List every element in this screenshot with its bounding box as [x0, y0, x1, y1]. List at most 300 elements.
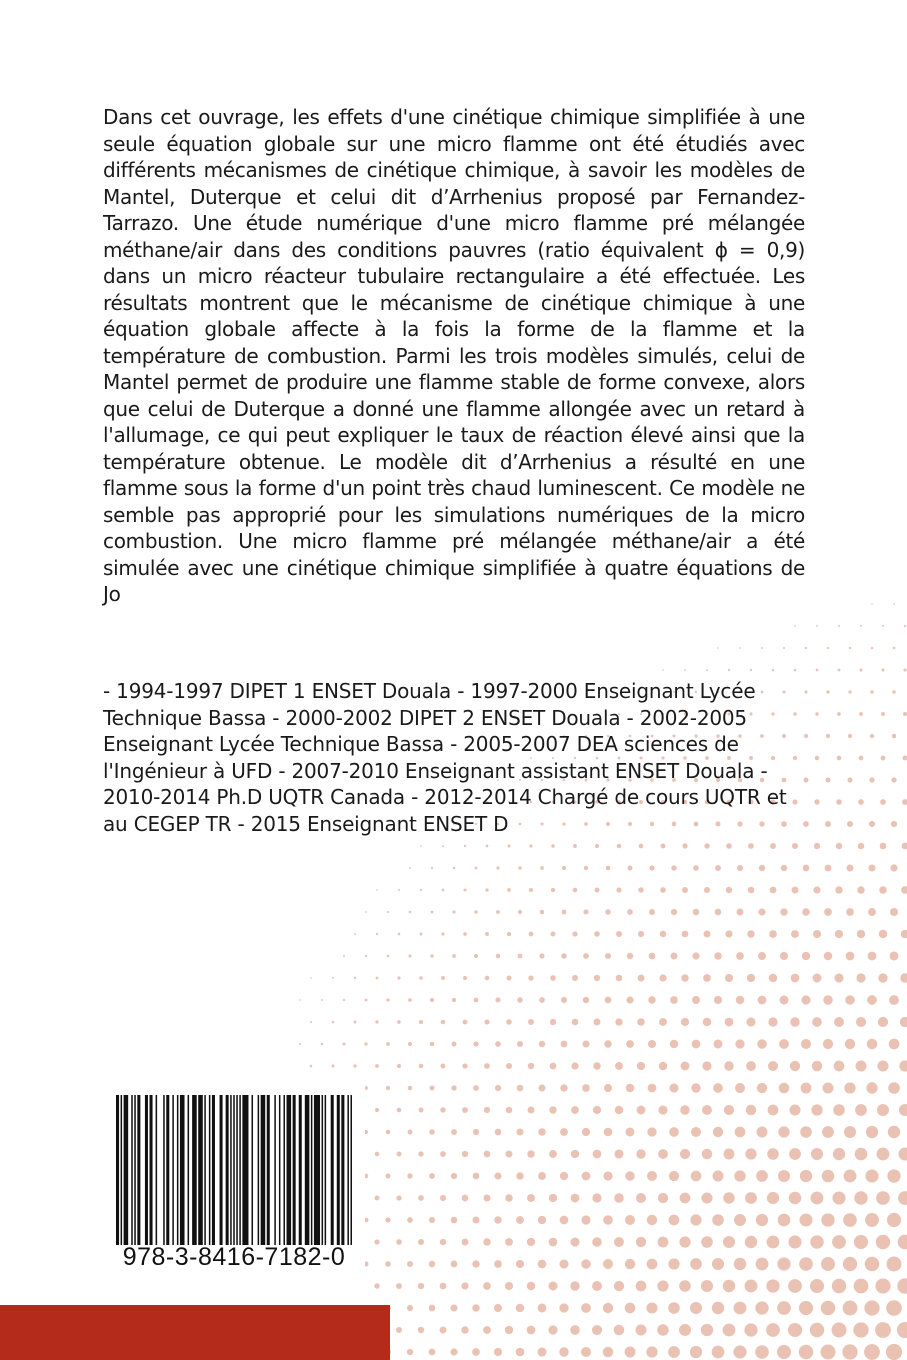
pattern-dot [849, 647, 851, 649]
pattern-dot [887, 1213, 901, 1227]
pattern-dot [592, 1237, 602, 1247]
pattern-dot [805, 647, 807, 649]
pattern-dot [431, 911, 434, 914]
pattern-dot [517, 1085, 524, 1092]
pattern-dot [507, 976, 512, 981]
pattern-dot [758, 952, 766, 960]
pattern-dot [834, 973, 843, 982]
pattern-dot [878, 1017, 888, 1027]
pattern-dot [638, 887, 643, 892]
pattern-dot [529, 932, 534, 937]
pattern-dot [440, 1327, 447, 1334]
pattern-dot [614, 1281, 624, 1291]
pattern-dot [681, 1062, 690, 1071]
pattern-dot [418, 1195, 424, 1201]
pattern-dot [538, 1216, 546, 1224]
pattern-dot [803, 821, 809, 827]
barcode-bar [212, 1095, 215, 1245]
pattern-dot [560, 1084, 567, 1091]
pattern-dot [387, 955, 390, 958]
pattern-dot [429, 1129, 434, 1134]
pattern-dot [583, 953, 589, 959]
barcode-bar [314, 1095, 320, 1245]
pattern-dot [842, 1344, 857, 1359]
pattern-dot [877, 1060, 888, 1071]
pattern-dot [616, 931, 622, 937]
pattern-dot [780, 908, 787, 915]
pattern-dot [886, 1344, 902, 1360]
pattern-dot [801, 995, 810, 1004]
pattern-dot [452, 910, 455, 913]
pattern-dot [581, 1303, 591, 1313]
pattern-dot [723, 1280, 735, 1292]
pattern-dot [516, 1304, 524, 1312]
pattern-dot [814, 799, 819, 804]
pattern-dot [745, 1280, 758, 1293]
pattern-dot [714, 996, 722, 1004]
pattern-dot [637, 1062, 645, 1070]
pattern-dot [750, 669, 752, 671]
pattern-dot [875, 1322, 891, 1338]
pattern-dot [473, 1173, 480, 1180]
pattern-dot [505, 1238, 513, 1246]
pattern-dot [595, 888, 600, 893]
pattern-dot [386, 1130, 391, 1135]
pattern-dot [692, 1040, 701, 1049]
pattern-dot [799, 1301, 813, 1315]
pattern-dot [756, 1214, 768, 1226]
pattern-dot [343, 955, 345, 957]
pattern-dot [494, 1304, 502, 1312]
pattern-dot [495, 997, 500, 1002]
pattern-dot [571, 1106, 579, 1114]
author-biography: - 1994-1997 DIPET 1 ENSET Douala - 1997-2000 Enseignant Lycée Technique Bassa - 2000-2002 DIPET 2 ENSET Douala - 2002-2005 Enseignant Lycée Technique Bassa - 2005-2007 DEA sciences de l'Ingénieur à UFD - 2007-2010 Enseignant assistant ENSET Douala - 2010-2014 Ph.D UQTR Canada - 2012-2014 Chargé de cours UQTR et au CEGEP TR - 2015 Enseignant ENSET D [103, 679, 787, 836]
pattern-dot [551, 844, 555, 848]
pattern-dot [791, 974, 800, 983]
pattern-dot [453, 867, 456, 870]
pattern-dot [876, 1191, 890, 1205]
pattern-dot [889, 995, 899, 1005]
pattern-dot [868, 952, 877, 961]
pattern-dot [440, 1195, 446, 1201]
pattern-dot [904, 625, 906, 627]
pattern-dot [854, 1235, 868, 1249]
barcode-bar [145, 1095, 148, 1245]
pattern-dot [680, 1193, 691, 1204]
pattern-dot [430, 954, 433, 957]
pattern-dot [747, 930, 754, 937]
pattern-dot [789, 1192, 802, 1205]
pattern-dot [690, 1258, 702, 1270]
pattern-dot [886, 1300, 902, 1316]
pattern-dot [343, 1043, 346, 1046]
pattern-dot [794, 625, 796, 627]
pattern-dot [540, 866, 544, 870]
pattern-dot [483, 1238, 490, 1245]
pattern-dot [516, 1216, 524, 1224]
pattern-dot [397, 976, 400, 979]
pattern-dot [604, 1128, 613, 1137]
barcode-bar [188, 1095, 190, 1245]
pattern-dot [495, 1129, 502, 1136]
pattern-dot [408, 1042, 412, 1046]
pattern-dot [899, 1104, 907, 1116]
pattern-dot [832, 1235, 846, 1249]
pattern-dot [583, 909, 588, 914]
pattern-dot [867, 1039, 878, 1050]
barcode-bar [209, 1095, 211, 1245]
pattern-dot [865, 1257, 880, 1272]
pattern-dot [898, 1235, 907, 1250]
pattern-dot [407, 1173, 412, 1178]
pattern-dot [815, 756, 820, 761]
pattern-dot [853, 1322, 868, 1337]
pattern-dot [871, 603, 873, 605]
pattern-dot [825, 821, 831, 827]
barcode-bar [198, 1095, 203, 1245]
pattern-dot [484, 1019, 489, 1024]
pattern-dot [801, 1039, 811, 1049]
pattern-dot [816, 625, 818, 627]
pattern-dot [516, 1128, 523, 1135]
pattern-dot [804, 690, 807, 693]
pattern-dot [888, 1126, 900, 1138]
pattern-dot [669, 1127, 679, 1137]
pattern-dot [635, 1324, 646, 1335]
pattern-dot [452, 954, 456, 958]
pattern-dot [701, 1324, 713, 1336]
pattern-dot [637, 1106, 646, 1115]
pattern-dot [549, 1150, 557, 1158]
pattern-dot [734, 1302, 747, 1315]
isbn-number: 978-3-8416-7182-0 [122, 1243, 346, 1271]
pattern-dot [778, 1126, 789, 1137]
pattern-dot [767, 1148, 779, 1160]
pattern-dot [539, 1041, 545, 1047]
pattern-dot [616, 887, 621, 892]
pattern-dot [835, 930, 843, 938]
barcode-bar [230, 1095, 232, 1245]
pattern-dot [495, 1041, 501, 1047]
pattern-dot [865, 1169, 878, 1182]
pattern-dot [659, 1062, 668, 1071]
pattern-dot [735, 1127, 746, 1138]
pattern-dot [838, 669, 841, 672]
pattern-dot [670, 996, 678, 1004]
pattern-dot [670, 1040, 678, 1048]
pattern-dot [462, 1239, 469, 1246]
pattern-dot [702, 1105, 712, 1115]
pattern-dot [658, 1105, 667, 1114]
pattern-dot [890, 864, 897, 871]
pattern-dot [625, 1347, 636, 1358]
pattern-dot [877, 1148, 890, 1161]
pattern-dot [354, 977, 356, 979]
pattern-dot [822, 1170, 835, 1183]
pattern-dot [386, 1086, 390, 1090]
pattern-dot [581, 1215, 590, 1224]
pattern-dot [746, 1061, 756, 1071]
barcode-bar [180, 1095, 185, 1245]
pattern-dot [463, 1020, 468, 1025]
pattern-dot [559, 1347, 569, 1357]
pattern-dot [746, 1017, 755, 1026]
pattern-dot [485, 932, 489, 936]
pattern-dot [693, 865, 699, 871]
pattern-dot [717, 647, 719, 649]
pattern-dot [737, 909, 744, 916]
pattern-dot [375, 1108, 379, 1112]
pattern-dot [464, 845, 466, 847]
pattern-dot [878, 973, 887, 982]
pattern-dot [649, 865, 654, 870]
pattern-dot [473, 1085, 479, 1091]
pattern-dot [495, 1085, 501, 1091]
pattern-dot [397, 1064, 401, 1068]
pattern-dot [418, 1283, 424, 1289]
pattern-dot [736, 996, 745, 1005]
barcode-bar [233, 1095, 235, 1245]
pattern-dot [561, 997, 567, 1003]
pattern-dot [559, 1259, 568, 1268]
pattern-dot [516, 1260, 524, 1268]
pattern-dot [691, 1171, 702, 1182]
pattern-dot [527, 1106, 534, 1113]
pattern-dot [723, 1236, 735, 1248]
pattern-dot [483, 1282, 491, 1290]
pattern-dot [868, 908, 876, 916]
pattern-dot [451, 1173, 457, 1179]
pattern-dot [903, 756, 907, 761]
pattern-dot [474, 954, 478, 958]
pattern-dot [647, 1127, 656, 1136]
pattern-dot [310, 1065, 313, 1068]
pattern-dot [419, 1064, 424, 1069]
pattern-dot [505, 1326, 513, 1334]
pattern-dot [812, 1061, 823, 1072]
barcode-bar [261, 1095, 266, 1245]
pattern-dot [833, 1104, 845, 1116]
pattern-dot [398, 933, 401, 936]
pattern-dot [407, 1129, 412, 1134]
pattern-dot [386, 998, 389, 1001]
pattern-dot [744, 1323, 757, 1336]
pattern-dot [396, 1239, 402, 1245]
pattern-dot [758, 908, 765, 915]
pattern-dot [736, 952, 744, 960]
pattern-dot [614, 1149, 623, 1158]
pattern-dot [792, 843, 798, 849]
pattern-dot [891, 777, 896, 782]
pattern-dot [463, 976, 467, 980]
pattern-dot [813, 886, 820, 893]
pattern-dot [559, 1303, 568, 1312]
pattern-dot [538, 1172, 546, 1180]
pattern-dot [692, 952, 699, 959]
pattern-dot [893, 647, 896, 650]
pattern-dot [870, 734, 874, 738]
pattern-dot [527, 1282, 536, 1291]
pattern-dot [527, 1194, 535, 1202]
pattern-dot [418, 1239, 424, 1245]
pattern-dot [810, 1235, 823, 1248]
pattern-dot [647, 1171, 657, 1181]
pattern-dot [529, 844, 532, 847]
pattern-dot [756, 1126, 767, 1137]
pattern-dot [429, 1173, 435, 1179]
pattern-dot [854, 1279, 869, 1294]
pattern-dot [638, 975, 645, 982]
pattern-dot [496, 954, 500, 958]
pattern-dot [746, 1105, 757, 1116]
pattern-dot [625, 1215, 635, 1225]
pattern-dot [766, 1323, 780, 1337]
pattern-dot [900, 973, 907, 982]
pattern-dot [814, 843, 820, 849]
pattern-dot [712, 1214, 724, 1226]
pattern-dot [712, 1346, 725, 1359]
pattern-dot [825, 777, 830, 782]
pattern-dot [442, 845, 444, 847]
pattern-dot [484, 1063, 490, 1069]
pattern-dot [691, 1083, 700, 1092]
pattern-dot [747, 974, 755, 982]
pattern-dot [810, 1279, 824, 1293]
pattern-dot [659, 1018, 667, 1026]
pattern-dot [865, 1213, 879, 1227]
pattern-dot [715, 909, 722, 916]
pattern-dot [551, 888, 555, 892]
barcode-bar [347, 1095, 349, 1245]
pattern-dot [614, 1193, 624, 1203]
barcode-bar [252, 1095, 254, 1245]
pattern-dot [855, 1104, 867, 1116]
pattern-dot [745, 1236, 757, 1248]
pattern-dot [604, 1084, 612, 1092]
pattern-dot [844, 1170, 857, 1183]
pattern-dot [902, 799, 907, 805]
pattern-dot [837, 756, 842, 761]
pattern-dot [550, 975, 556, 981]
barcode-bar [350, 1095, 352, 1245]
pattern-dot [518, 954, 523, 959]
pattern-dot [483, 1326, 491, 1334]
pattern-dot [617, 844, 621, 848]
pattern-dot [790, 1061, 800, 1071]
barcode-bar [331, 1095, 334, 1245]
pattern-dot [821, 1257, 835, 1271]
pattern-dot [704, 931, 711, 938]
pattern-dot [901, 930, 907, 939]
pattern-dot [897, 1322, 907, 1338]
pattern-dot [833, 1148, 845, 1160]
pattern-dot [484, 1107, 490, 1113]
barcode-bar [166, 1095, 169, 1245]
pattern-dot [739, 647, 741, 649]
abstract-text: Dans cet ouvrage, les effets d'une cinétique chimique simplifiée à une seule équation globale sur une micro flamme ont été étudiés avec différents mécanismes de cinétique chimique, à savoir les modèles de Mantel, Duterque et celui dit d’Arrhenius proposé par Fernandez-Tarrazo. Une étude numérique d'une micro flamme pré mélangée méthane/air dans des conditions pauvres (ratio équivalent ϕ = 0,9) dans un micro réacteur tubulaire rectangulaire a été effectuée. Les résultats montrent que le mécanisme de cinétique chimique à une équation globale affecte à la fois la forme de la flamme et la température de combustion. Parmi les trois modèles simulés, celui de Mantel permet de produire une flamme stable de forme convexe, alors que celui de Duterque a donné une flamme allongée avec un retard à l'allumage, ce qui peut expliquer le taux de réaction élevé ainsi que la température obtenue. Le modèle dit d’Arrhenius a résulté en une flamme sous la forme d'un point très chaud luminescent. Ce modèle ne semble pas approprié pour les simulations numériques de la micro combustion. Une micro flamme pré mélangée méthane/air a été simulée avec une cinétique chimique simplifiée à quatre équations de Jo [103, 105, 805, 606]
pattern-dot [748, 843, 754, 849]
pattern-dot [463, 932, 467, 936]
pattern-dot [627, 953, 633, 959]
pattern-dot [668, 1302, 680, 1314]
pattern-dot [881, 668, 884, 671]
pattern-dot [870, 690, 873, 693]
pattern-dot [616, 975, 623, 982]
pattern-dot [725, 1018, 734, 1027]
pattern-dot [701, 1236, 713, 1248]
pattern-dot [592, 1325, 602, 1335]
pattern-dot [299, 999, 301, 1001]
pattern-dot [661, 844, 666, 849]
pattern-dot [442, 889, 445, 892]
pattern-dot [615, 1062, 623, 1070]
barcode-bar [116, 1095, 119, 1245]
pattern-dot [734, 1214, 746, 1226]
barcode-bar [204, 1095, 206, 1245]
pattern-dot [376, 977, 379, 980]
pattern-dot [430, 998, 434, 1002]
pattern-dot [901, 886, 907, 894]
pattern-dot [407, 1217, 413, 1223]
pattern-dot [636, 1237, 646, 1247]
pattern-dot [397, 1152, 402, 1157]
pattern-dot [648, 1040, 656, 1048]
pattern-dot [768, 1061, 778, 1071]
pattern-dot [639, 844, 644, 849]
pattern-dot [847, 821, 853, 827]
pattern-dot [815, 712, 819, 716]
pattern-dot [813, 974, 822, 983]
pattern-dot [859, 712, 863, 716]
barcode-bar [279, 1095, 281, 1245]
pattern-dot [451, 1085, 456, 1090]
pattern-dot [517, 1041, 523, 1047]
barcode-bar [124, 1095, 129, 1245]
pattern-dot [660, 931, 666, 937]
pattern-dot [880, 843, 887, 850]
pattern-dot [766, 1279, 779, 1292]
pattern-dot [593, 1106, 601, 1114]
pattern-dot [811, 1192, 824, 1205]
pattern-dot [712, 1258, 724, 1270]
pattern-dot [769, 930, 777, 938]
pattern-dot [538, 1128, 545, 1135]
pattern-dot [836, 843, 842, 849]
pattern-dot [364, 1042, 367, 1045]
pattern-dot [606, 866, 611, 871]
pattern-dot [810, 1323, 825, 1338]
barcode-bar [131, 1095, 133, 1245]
pattern-dot [704, 843, 709, 848]
pattern-dot [398, 889, 400, 891]
pattern-dot [903, 712, 907, 716]
pattern-dot [657, 1280, 668, 1291]
pattern-dot [507, 932, 511, 936]
pattern-dot [451, 1217, 458, 1224]
pattern-dot [450, 1348, 457, 1355]
pattern-dot [551, 932, 556, 937]
pattern-dot [528, 975, 533, 980]
pattern-dot [892, 734, 896, 738]
pattern-dot [691, 1127, 701, 1137]
barcode-bar [274, 1095, 276, 1245]
pattern-dot [821, 1345, 836, 1360]
pattern-dot [637, 1018, 645, 1026]
pattern-dot [768, 1017, 777, 1026]
pattern-dot [583, 997, 589, 1003]
pattern-dot [879, 886, 887, 894]
pattern-dot [735, 1083, 745, 1093]
